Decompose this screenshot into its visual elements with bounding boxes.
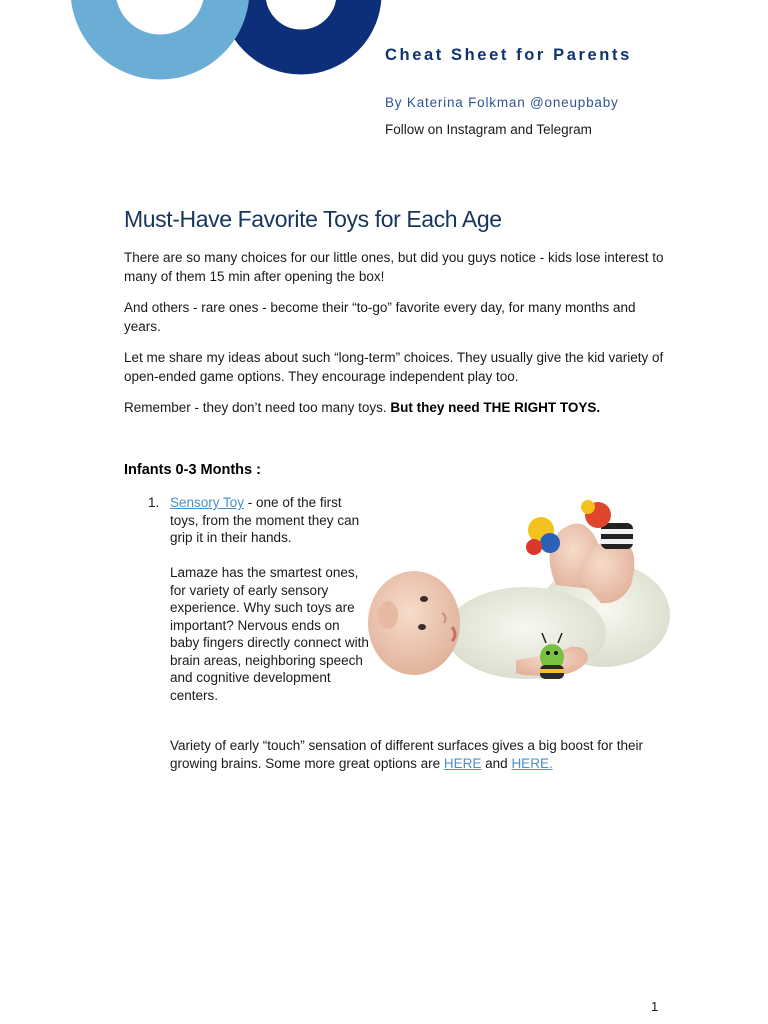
article-heading: Must-Have Favorite Toys for Each Age — [124, 206, 502, 232]
intro-paragraph: There are so many choices for our little ones, but did you guys notice - kids lose interest to many of them 15 min after opening the box! — [124, 250, 664, 284]
ideas-paragraph: Let me share my ideas about such “long-term” choices. They usually give the kid variety of open-ended game options. They encourage independent play too. — [124, 350, 664, 384]
decorative-rings — [0, 0, 390, 100]
page-number: 1 — [651, 999, 659, 1014]
list-item-number: 1. — [148, 495, 160, 510]
list-item-more-text: Variety of early “touch” sensation of different surfaces gives a big boost for their growing brains. Some more great options are — [170, 738, 643, 771]
favorites-paragraph: And others - rare ones - become their “to-go” favorite every day, for many months and years. — [124, 300, 636, 334]
baby-with-toys-image — [366, 495, 672, 685]
follow-note: Follow on Instagram and Telegram — [385, 122, 592, 137]
here-link-1[interactable]: HERE — [443, 755, 482, 771]
list-item-more — [170, 737, 670, 772]
remember-text: Remember - they don’t need too many toys. — [124, 400, 391, 415]
section-heading-infants: Infants 0-3 Months : — [124, 462, 261, 478]
remember-paragraph — [124, 398, 664, 417]
sensory-toy-link[interactable]: Sensory Toy — [170, 495, 245, 510]
list-item-intro-text: - one of the first toys, from the moment they can grip it in their hands. — [170, 495, 360, 545]
list-item-intro — [170, 494, 365, 547]
author-byline: By Katerina Folkman @oneupbaby — [385, 95, 619, 110]
list-item-detail: Lamaze has the smartest ones, for variety of early sensory experience. Why such toys are important? Nervous ends on baby fingers directly connect with brain areas, neighboring speech and cognitive development centers. — [170, 565, 369, 703]
header-title: Cheat Sheet for Parents — [385, 46, 632, 64]
remember-emphasis: But they need THE RIGHT TOYS. — [390, 400, 601, 415]
here-link-2[interactable]: HERE. — [511, 755, 553, 771]
and-text: and — [481, 755, 512, 771]
